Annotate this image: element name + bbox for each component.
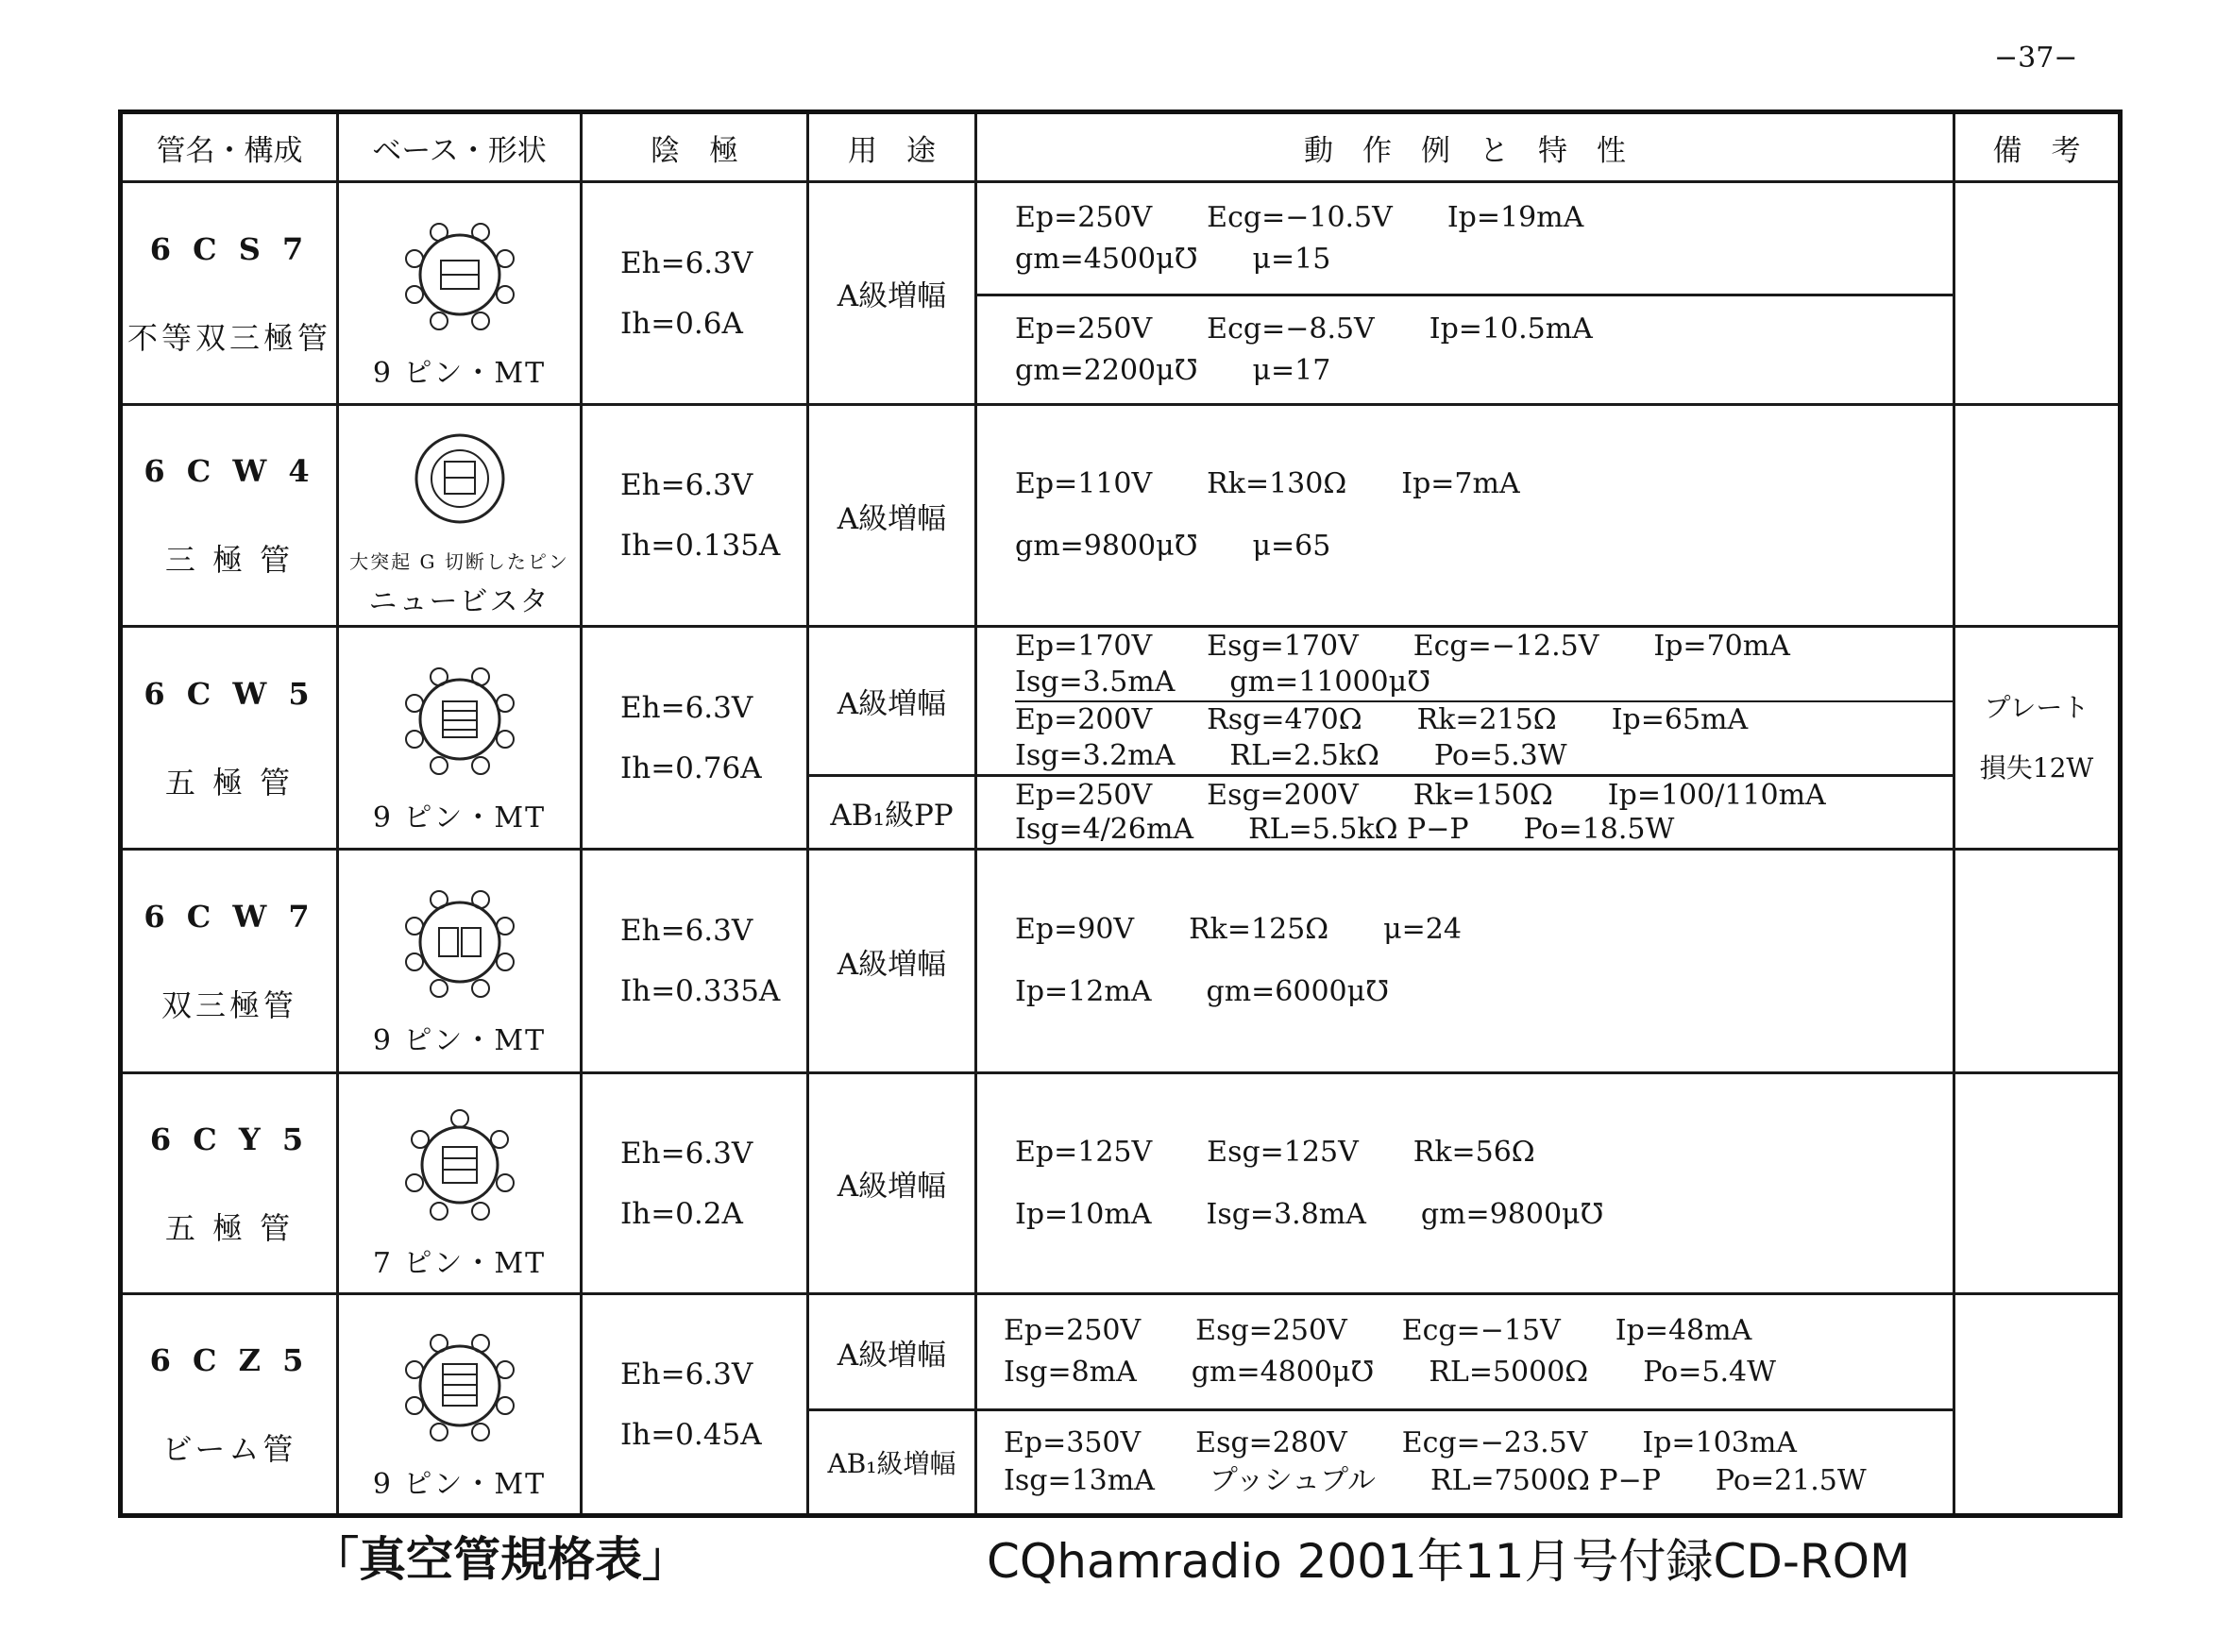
base-cell — [338, 1294, 582, 1516]
op-value: Ip=70mA — [1653, 629, 1790, 663]
use-cell: A級増幅 — [808, 182, 976, 405]
base-note: 大突起 G 切断したピン — [349, 549, 569, 573]
op-value: Esg=200V — [1207, 778, 1359, 812]
footer-source: CQhamradio 2001年11月号付録CD-ROM — [987, 1534, 1911, 1589]
tube-name: 6 C W 4 — [144, 453, 315, 490]
op-value: Ip=65mA — [1611, 702, 1749, 736]
op-value: Ep=170V — [1015, 629, 1153, 663]
op-value: Esg=170V — [1207, 629, 1359, 663]
operation-cell — [976, 1072, 1954, 1293]
heater-voltage: Eh=6.3V — [620, 468, 753, 503]
op-value: Ep=350V — [1004, 1425, 1142, 1459]
op-value: μ=65 — [1252, 530, 1331, 564]
heater-voltage: Eh=6.3V — [620, 245, 753, 280]
operation-cell — [976, 295, 1954, 405]
op-value: Ecg=−23.5V — [1401, 1425, 1588, 1459]
operation-cell — [976, 626, 1954, 775]
op-value: Ep=250V — [1015, 312, 1153, 346]
heater-current: Ih=0.335A — [620, 974, 781, 1009]
use-cell: A級増幅 — [808, 405, 976, 626]
heater-current: Ih=0.135A — [620, 529, 781, 564]
op-value: Ep=90V — [1015, 913, 1135, 947]
base-label: 9 ピン・MT — [372, 356, 547, 390]
op-value: Esg=125V — [1207, 1135, 1359, 1169]
use-cell: A級増幅 — [808, 1072, 976, 1293]
op-value: μ=15 — [1252, 242, 1331, 276]
op-value: μ=24 — [1383, 913, 1462, 947]
base-label: ニュービスタ — [368, 584, 550, 618]
page-number: −37− — [1994, 42, 2078, 75]
op-value: Ip=103mA — [1642, 1425, 1797, 1459]
op-value: Po=18.5W — [1523, 812, 1675, 846]
op-value: プッシュプル — [1209, 1463, 1376, 1497]
remark-cell — [1954, 850, 2121, 1073]
base-cell — [338, 626, 582, 849]
operation-cell — [976, 1294, 1954, 1409]
use-cell: A級増幅 — [808, 850, 976, 1073]
op-value: gm=4800μ℧ — [1191, 1356, 1375, 1390]
table-row — [121, 405, 2121, 626]
base-cell — [338, 850, 582, 1073]
op-value: gm=6000μ℧ — [1206, 975, 1389, 1009]
base-cell — [338, 182, 582, 405]
op-value: RL=5.5kΩ P−P — [1248, 812, 1469, 846]
op-value: Esg=280V — [1195, 1425, 1347, 1459]
table-row — [121, 850, 2121, 1073]
remark-line: プレート — [1984, 691, 2089, 723]
op-value: Rk=130Ω — [1207, 467, 1347, 501]
op-value: Rk=56Ω — [1413, 1135, 1535, 1169]
tube-type: 五 極 管 — [164, 764, 295, 801]
pin-diagram-icon — [394, 1315, 526, 1457]
header-base: ベース・形状 — [338, 112, 582, 182]
op-value: Isg=4/26mA — [1015, 812, 1194, 846]
cathode-cell — [582, 182, 808, 405]
op-value: Ip=7mA — [1401, 467, 1520, 501]
remark-line: 損失12W — [1979, 751, 2094, 784]
op-value: Ep=110V — [1015, 467, 1153, 501]
op-value: Isg=3.8mA — [1206, 1197, 1366, 1231]
base-label: 9 ピン・MT — [372, 1467, 547, 1501]
use-cell: A級増幅 — [808, 626, 976, 775]
op-value: Ecg=−10.5V — [1207, 200, 1393, 234]
op-value: Ip=10.5mA — [1429, 312, 1593, 346]
base-label: 9 ピン・MT — [372, 1024, 547, 1058]
table-row — [121, 1072, 2121, 1293]
heater-voltage: Eh=6.3V — [620, 1136, 753, 1171]
footer-title: 「真空管規格表」 — [312, 1532, 689, 1587]
op-value: Ip=19mA — [1446, 200, 1584, 234]
tube-name: 6 C S 7 — [149, 230, 310, 267]
base-label: 7 ピン・MT — [372, 1246, 547, 1280]
op-value: Po=5.4W — [1643, 1356, 1776, 1390]
tube-name: 6 C W 5 — [144, 675, 315, 712]
base-cell — [338, 1072, 582, 1293]
table-row — [121, 626, 2121, 775]
op-value: Ep=250V — [1004, 1314, 1142, 1348]
op-value: Ep=125V — [1015, 1135, 1153, 1169]
op-value: gm=4500μ℧ — [1015, 242, 1198, 276]
cathode-cell — [582, 626, 808, 849]
tube-type: 五 極 管 — [164, 1209, 295, 1246]
op-value: Ep=250V — [1015, 778, 1153, 812]
tube-name-cell — [121, 1294, 338, 1516]
pin-diagram-icon — [394, 204, 526, 346]
op-value: Po=21.5W — [1715, 1463, 1867, 1497]
op-value: Esg=250V — [1195, 1314, 1347, 1348]
op-value: Ip=12mA — [1015, 975, 1152, 1009]
op-value: Ecg=−12.5V — [1413, 629, 1599, 663]
remark-cell — [1954, 1294, 2121, 1516]
cathode-cell — [582, 1294, 808, 1516]
table-header-row — [121, 112, 2121, 182]
pin-diagram-icon — [394, 1094, 526, 1236]
remark-cell — [1954, 405, 2121, 626]
table-row — [121, 1294, 2121, 1409]
tube-spec-table — [118, 110, 2123, 1518]
cathode-cell — [582, 850, 808, 1073]
op-value: gm=9800μ℧ — [1420, 1197, 1604, 1231]
op-value: Rsg=470Ω — [1207, 702, 1362, 736]
tube-name: 6 C Y 5 — [149, 1121, 310, 1157]
op-value: Rk=125Ω — [1189, 913, 1329, 947]
use-cell: AB₁級PP — [808, 776, 976, 850]
op-value: RL=2.5kΩ — [1229, 738, 1379, 772]
header-remarks: 備 考 — [1954, 112, 2121, 182]
heater-voltage: Eh=6.3V — [620, 690, 753, 725]
remark-cell — [1954, 1072, 2121, 1293]
tube-type: ビーム管 — [161, 1430, 297, 1467]
tube-name-cell — [121, 850, 338, 1073]
tube-name-cell — [121, 182, 338, 405]
remark-cell — [1954, 182, 2121, 405]
operation-cell — [976, 850, 1954, 1073]
op-value: Po=5.3W — [1433, 738, 1567, 772]
op-value: Ecg=−8.5V — [1207, 312, 1375, 346]
header-name: 管名・構成 — [121, 112, 338, 182]
cathode-cell — [582, 405, 808, 626]
heater-voltage: Eh=6.3V — [620, 1357, 753, 1391]
op-value: Isg=13mA — [1004, 1463, 1155, 1497]
op-value: gm=9800μ℧ — [1015, 530, 1198, 564]
heater-current: Ih=0.76A — [620, 750, 762, 785]
header-cathode: 陰 極 — [582, 112, 808, 182]
use-cell: A級増幅 — [808, 1294, 976, 1409]
table-row — [121, 182, 2121, 295]
op-value: Isg=3.5mA — [1015, 665, 1176, 699]
pin-diagram-icon — [394, 420, 526, 543]
cathode-cell — [582, 1072, 808, 1293]
tube-type: 双三極管 — [161, 987, 297, 1024]
op-value: RL=5000Ω — [1429, 1356, 1589, 1390]
header-operation: 動 作 例 と 特 性 — [976, 112, 1954, 182]
op-value: Ip=10mA — [1015, 1197, 1152, 1231]
base-label: 9 ピン・MT — [372, 801, 547, 834]
heater-current: Ih=0.6A — [620, 306, 743, 341]
operation-cell — [976, 182, 1954, 295]
use-cell: AB₁級増幅 — [808, 1409, 976, 1515]
tube-type: 不等双三極管 — [127, 319, 331, 356]
op-value: Ip=48mA — [1615, 1314, 1752, 1348]
header-use: 用 途 — [808, 112, 976, 182]
op-value: Ip=100/110mA — [1607, 778, 1826, 812]
op-value: Isg=3.2mA — [1015, 738, 1176, 772]
op-value: gm=11000μ℧ — [1229, 665, 1431, 699]
op-value: Rk=215Ω — [1416, 702, 1557, 736]
op-value: Rk=150Ω — [1413, 778, 1553, 812]
pin-diagram-icon — [394, 649, 526, 790]
op-value: μ=17 — [1252, 353, 1331, 387]
tube-name-cell — [121, 1072, 338, 1293]
pin-diagram-icon — [394, 871, 526, 1013]
operation-cell — [976, 1409, 1954, 1515]
op-value: RL=7500Ω P−P — [1429, 1463, 1661, 1497]
operation-cell — [976, 776, 1954, 850]
tube-type: 三 極 管 — [164, 542, 295, 579]
tube-name: 6 C W 7 — [144, 899, 315, 936]
heater-current: Ih=0.2A — [620, 1196, 743, 1231]
heater-voltage: Eh=6.3V — [620, 914, 753, 949]
op-value: gm=2200μ℧ — [1015, 353, 1198, 387]
op-value: Ecg=−15V — [1401, 1314, 1561, 1348]
heater-current: Ih=0.45A — [620, 1417, 762, 1452]
tube-name-cell — [121, 626, 338, 849]
remark-cell — [1954, 626, 2121, 849]
tube-name: 6 C Z 5 — [149, 1341, 310, 1378]
tube-name-cell — [121, 405, 338, 626]
op-value: Ep=250V — [1015, 200, 1153, 234]
op-value: Isg=8mA — [1004, 1356, 1137, 1390]
op-value: Ep=200V — [1015, 702, 1153, 736]
base-cell — [338, 405, 582, 626]
operation-cell — [976, 405, 1954, 626]
